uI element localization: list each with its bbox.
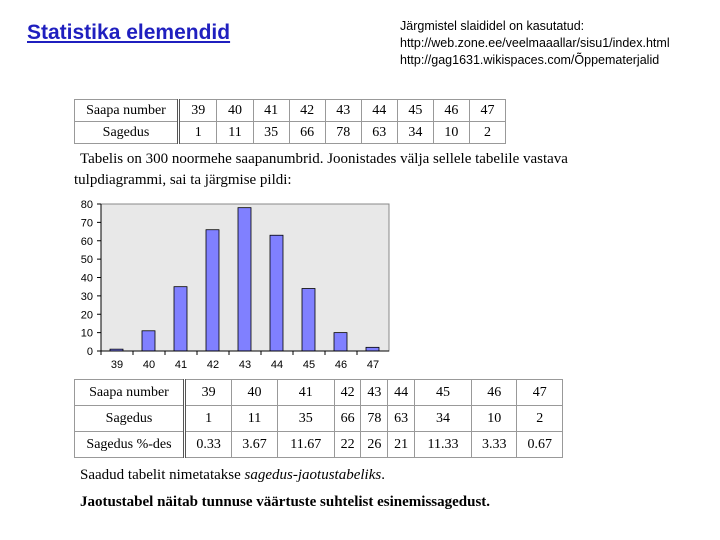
y-tick-label: 50: [80, 254, 93, 267]
bar: [334, 333, 347, 351]
table-cell: 46: [471, 380, 516, 406]
table-cell: 66: [289, 122, 325, 144]
bar-chart: [70, 190, 400, 375]
table-cell: 26: [361, 432, 388, 458]
slide-title[interactable]: Statistika elemendid: [27, 21, 231, 44]
y-tick-label: 60: [80, 235, 93, 248]
row-header: Saapa number: [75, 380, 185, 406]
table-cell: 2: [517, 406, 563, 432]
y-tick-label: 80: [80, 199, 93, 211]
credits: [400, 18, 670, 69]
table-cell: 1: [185, 406, 232, 432]
table-row: [75, 122, 506, 144]
frequency-table: [74, 99, 506, 144]
bar: [238, 208, 251, 351]
bar: [174, 287, 187, 351]
table-cell: 10: [471, 406, 516, 432]
table-cell: 78: [361, 406, 388, 432]
table-cell: 35: [253, 122, 289, 144]
x-tick-label: 42: [206, 359, 220, 371]
y-tick-label: 30: [80, 290, 93, 303]
table-cell: 42: [289, 100, 325, 122]
table-cell: 41: [277, 380, 334, 406]
row-header: Sagedus %-des: [75, 432, 185, 458]
paragraph-line: tulpdiagrammi, sai ta järgmise pildi:: [74, 172, 292, 188]
table-cell: 46: [433, 100, 469, 122]
table-cell: 45: [397, 100, 433, 122]
table-row: [75, 100, 506, 122]
y-tick-label: 20: [80, 309, 93, 322]
table-cell: 41: [253, 100, 289, 122]
table-cell: 0.67: [517, 432, 563, 458]
table-cell: 10: [433, 122, 469, 144]
bar: [302, 289, 315, 351]
table-cell: 47: [517, 380, 563, 406]
credits-heading: Järgmistel slaididel on kasutatud:: [400, 19, 585, 33]
x-tick-label: 47: [366, 359, 380, 371]
frequency-distribution-table: [74, 379, 563, 458]
table-cell: 47: [469, 100, 505, 122]
table-cell: 21: [388, 432, 415, 458]
bar: [142, 331, 155, 351]
table-cell: 11.33: [414, 432, 471, 458]
bar: [206, 230, 219, 351]
credit-link[interactable]: http://web.zone.ee/veelmaaallar/sisu1/index.html: [400, 36, 670, 50]
paragraph-summary: Jaotustabel näitab tunnuse väärtuste suhtelist esinemissagedust.: [80, 494, 491, 510]
table-cell: 11.67: [277, 432, 334, 458]
paragraph-definition: Saadud tabelit nimetatakse sagedus-jaotustabeliks.: [80, 467, 385, 483]
table-cell: 39: [185, 380, 232, 406]
table-cell: 43: [325, 100, 361, 122]
table-cell: 40: [232, 380, 277, 406]
row-header: Sagedus: [75, 406, 185, 432]
y-tick-label: 0: [86, 346, 93, 358]
table-cell: 44: [361, 100, 397, 122]
table-cell: 34: [397, 122, 433, 144]
x-tick-label: 40: [142, 359, 156, 371]
table-cell: 39: [179, 100, 217, 122]
x-tick-label: 41: [174, 359, 188, 371]
table-cell: 3.33: [471, 432, 516, 458]
y-tick-label: 10: [80, 327, 93, 340]
table-cell: 0.33: [185, 432, 232, 458]
y-tick-label: 40: [80, 272, 93, 285]
table-cell: 40: [217, 100, 253, 122]
table-row: [75, 432, 563, 458]
paragraph-line: Tabelis on 300 noormehe saapanumbrid. Joonistades välja sellele tabelile vastava: [80, 151, 568, 167]
x-tick-label: 46: [334, 359, 348, 371]
table-cell: 35: [277, 406, 334, 432]
table-row: [75, 380, 563, 406]
credit-link[interactable]: http://gag1631.wikispaces.com/Õppematerjalid: [400, 53, 660, 67]
row-header: Sagedus: [75, 122, 179, 144]
table-cell: 66: [334, 406, 361, 432]
table-cell: 45: [414, 380, 471, 406]
table-cell: 11: [232, 406, 277, 432]
row-header: Saapa number: [75, 100, 179, 122]
table-cell: 42: [334, 380, 361, 406]
x-tick-label: 44: [270, 359, 284, 371]
table-cell: 11: [217, 122, 253, 144]
table-cell: 1: [179, 122, 217, 144]
table-cell: 3.67: [232, 432, 277, 458]
x-tick-label: 43: [238, 359, 252, 371]
table-cell: 43: [361, 380, 388, 406]
y-tick-label: 70: [80, 217, 93, 230]
bar: [270, 235, 283, 351]
table-cell: 63: [361, 122, 397, 144]
bar: [366, 347, 379, 351]
x-tick-label: 45: [302, 359, 316, 371]
table-cell: 34: [414, 406, 471, 432]
table-row: [75, 406, 563, 432]
table-cell: 44: [388, 380, 415, 406]
x-tick-label: 39: [110, 359, 124, 371]
table-cell: 78: [325, 122, 361, 144]
table-cell: 22: [334, 432, 361, 458]
table-cell: 63: [388, 406, 415, 432]
table-cell: 2: [469, 122, 505, 144]
